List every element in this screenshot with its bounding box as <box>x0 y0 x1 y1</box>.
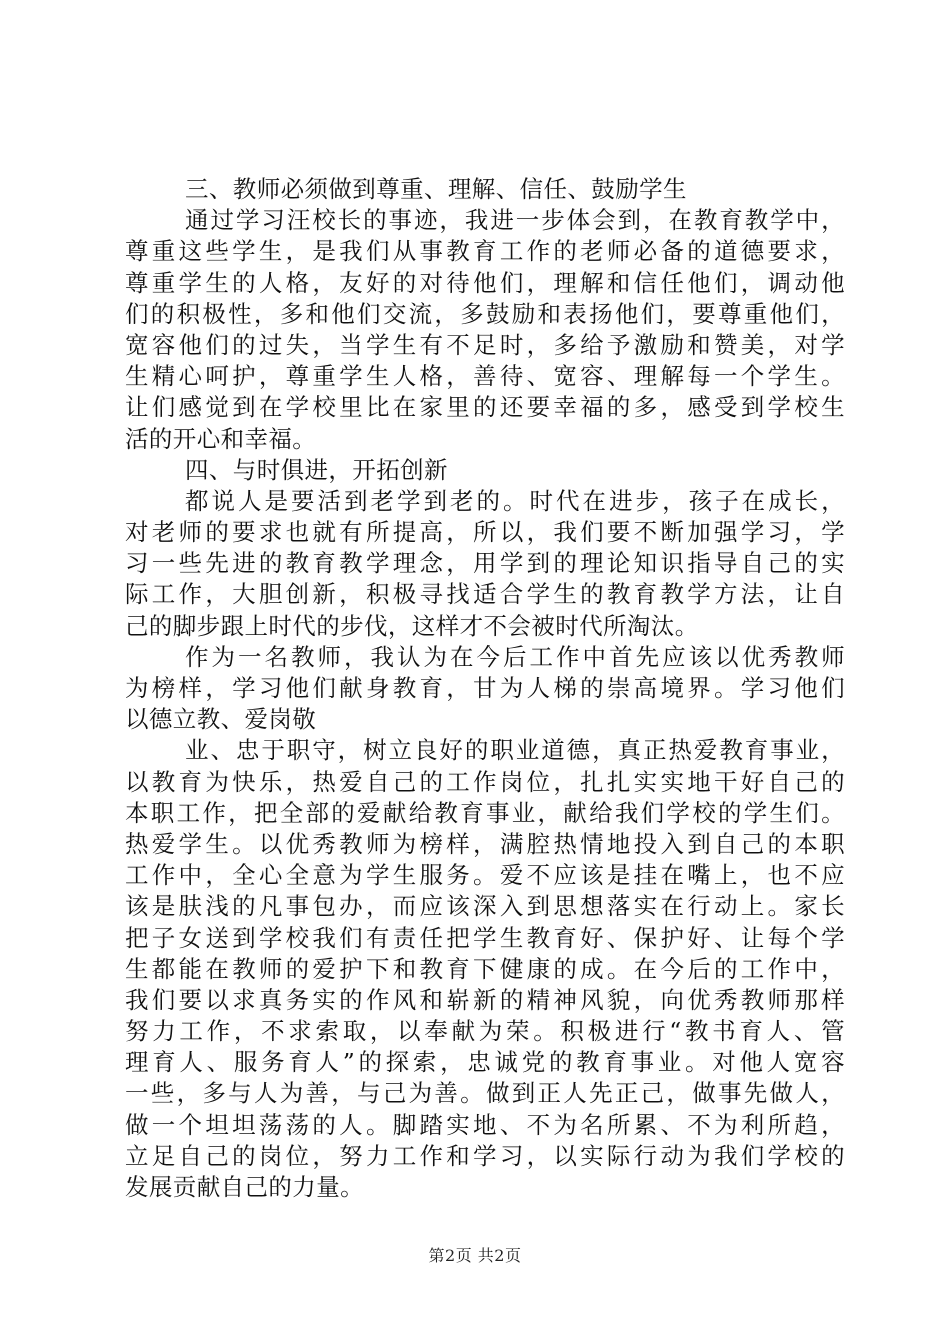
paragraph-line: 工作中，全心全意为学生服务。爱不应该是挂在嘴上，也不应 <box>125 861 845 890</box>
paragraph-line: 对老师的要求也就有所提高，所以，我们要不断加强学习，学 <box>125 518 845 547</box>
paragraph-line: 立足自己的岗位，努力工作和学习，以实际行动为我们学校的 <box>125 1141 845 1170</box>
paragraph-line: 们的积极性，多和他们交流，多鼓励和表扬他们，要尊重他们， <box>125 299 845 328</box>
paragraph-line: 生都能在教师的爱护下和教育下健康的成。在今后的工作中， <box>125 954 845 983</box>
paragraph-line: 都说人是要活到老学到老的。时代在进步，孩子在成长， <box>185 486 845 515</box>
paragraph-line: 努力工作，不求索取，以奉献为荣。积极进行“教书育人、管 <box>125 1017 845 1046</box>
paragraph-line: 际工作，大胆创新，积极寻找适合学生的教育教学方法，让自 <box>125 580 845 609</box>
section-heading: 三、教师必须做到尊重、理解、信任、鼓励学生 <box>185 175 687 203</box>
paragraph-line: 以教育为快乐，热爱自己的工作岗位，扎扎实实地干好自己的 <box>125 767 845 796</box>
paragraph-line: 让们感觉到在学校里比在家里的还要幸福的多，感受到学校生 <box>125 393 845 422</box>
paragraph-line: 业、忠于职守，树立良好的职业道德，真正热爱教育事业， <box>185 736 845 765</box>
paragraph-line: 发展贡献自己的力量。 <box>125 1173 364 1201</box>
paragraph-line: 宽容他们的过失，当学生有不足时，多给予激励和赞美，对学 <box>125 330 845 359</box>
paragraph-line: 一些，多与人为善，与己为善。做到正人先正己，做事先做人， <box>125 1079 845 1108</box>
paragraph-line: 习一些先进的教育教学理念，用学到的理论知识指导自己的实 <box>125 549 845 578</box>
paragraph-line: 活的开心和幸福。 <box>125 424 317 453</box>
page-number-footer: 第2页 共2页 <box>428 1246 522 1265</box>
paragraph-line: 该是肤浅的凡事包办，而应该深入到思想落实在行动上。家长 <box>125 892 845 921</box>
paragraph-line: 把子女送到学校我们有责任把学生教育好、保护好、让每个学 <box>125 923 845 952</box>
paragraph-line: 尊重这些学生，是我们从事教育工作的老师必备的道德要求， <box>125 237 845 266</box>
paragraph-line: 本职工作，把全部的爱献给教育事业，献给我们学校的学生们。 <box>125 798 845 827</box>
paragraph-line: 生精心呵护，尊重学生人格，善待、宽容、理解每一个学生。 <box>125 362 845 391</box>
paragraph-line: 理育人、服务育人”的探索，忠诚党的教育事业。对他人宽容 <box>125 1048 845 1077</box>
paragraph-line: 尊重学生的人格，友好的对待他们，理解和信任他们，调动他 <box>125 268 845 297</box>
paragraph-line: 热爱学生。以优秀教师为榜样，满腔热情地投入到自己的本职 <box>125 829 845 858</box>
paragraph-line: 为榜样，学习他们献身教育，甘为人梯的崇高境界。学习他们 <box>125 674 845 702</box>
paragraph-line: 我们要以求真务实的作风和崭新的精神风貌，向优秀教师那样 <box>125 985 845 1014</box>
paragraph-line: 作为一名教师，我认为在今后工作中首先应该以优秀教师 <box>185 642 845 671</box>
paragraph-line: 己的脚步跟上时代的步伐，这样才不会被时代所淘汰。 <box>125 611 699 640</box>
paragraph-line: 做一个坦坦荡荡的人。脚踏实地、不为名所累、不为利所趋， <box>125 1110 845 1139</box>
paragraph-line: 通过学习汪校长的事迹，我进一步体会到，在教育教学中， <box>185 206 845 235</box>
paragraph-line: 以德立教、爱岗敬 <box>125 705 317 734</box>
section-heading: 四、与时俱进，开拓创新 <box>185 455 448 484</box>
document-body <box>125 174 845 1203</box>
